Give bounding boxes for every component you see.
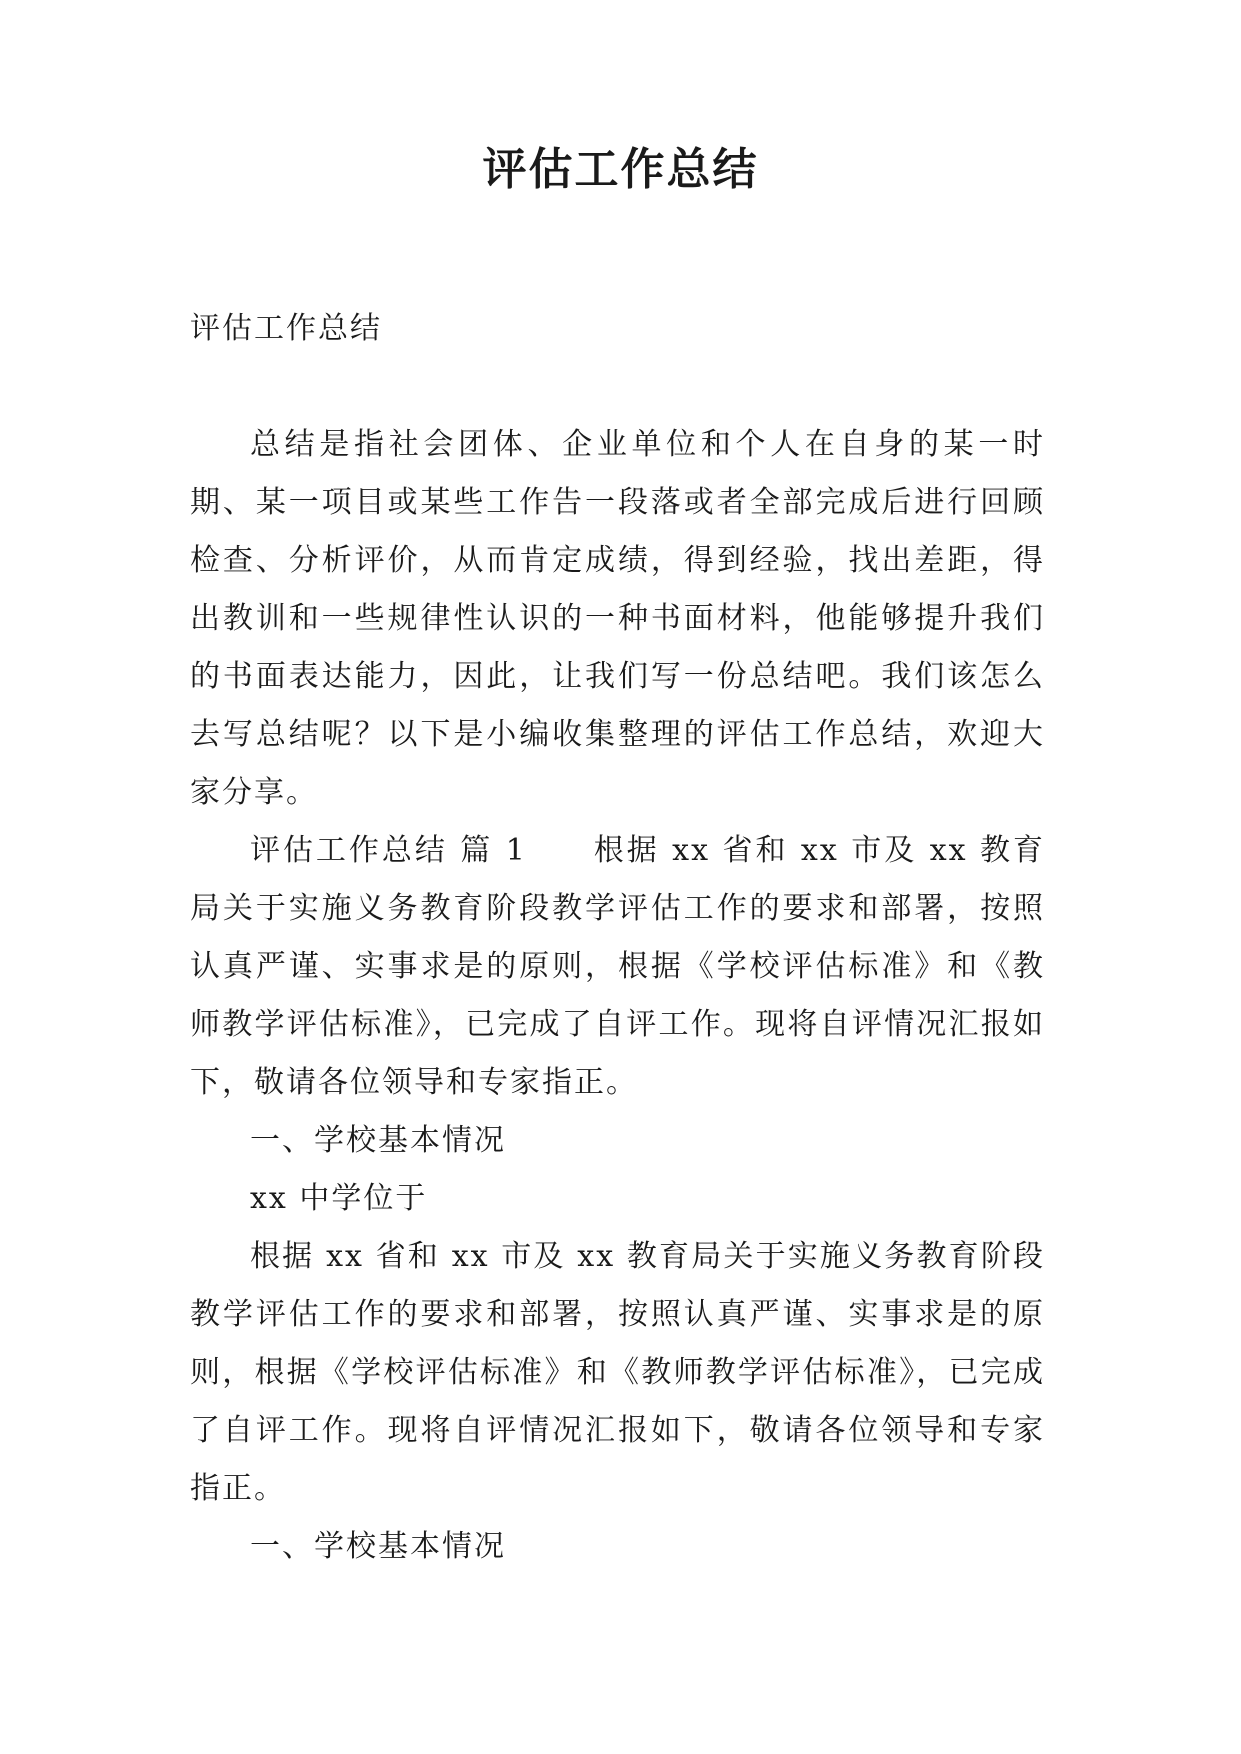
intro-paragraph: 总结是指社会团体、企业单位和个人在自身的某一时期、某一项目或某些工作告一段落或者全部完成后进行回顾检查、分析评价，从而肯定成绩，得到经验，找出差距，得出教训和一些规律性认识的一种书面材料，他能够提升我们的书面表达能力，因此，让我们写一份总结吧。我们该怎么去写总结呢？以下是小编收集整理的评估工作总结，欢迎大家分享。 <box>190 427 1045 810</box>
school-location-line: xx 中学位于 <box>250 1181 428 1216</box>
section-heading-2: 一、学校基本情况 <box>250 1529 506 1564</box>
document-body <box>190 300 1045 1576</box>
section-paragraph-1: 评估工作总结 篇 1 根据 xx 省和 xx 市及 xx 教育局关于实施义务教育阶段教学评估工作的要求和部署，按照认真严谨、实事求是的原则，根据《学校评估标准》和《教师教学评估标准》，已完成了自评工作。现将自评情况汇报如下，敬请各位领导和专家指正。 <box>190 833 1045 1100</box>
document-title: 评估工作总结 <box>482 144 759 195</box>
document-subtitle: 评估工作总结 <box>190 311 382 346</box>
section-heading-1: 一、学校基本情况 <box>250 1123 506 1158</box>
section-paragraph-2: 根据 xx 省和 xx 市及 xx 教育局关于实施义务教育阶段教学评估工作的要求和部署，按照认真严谨、实事求是的原则，根据《学校评估标准》和《教师教学评估标准》，已完成了自评工作。现将自评情况汇报如下，敬请各位领导和专家指正。 <box>190 1239 1045 1506</box>
